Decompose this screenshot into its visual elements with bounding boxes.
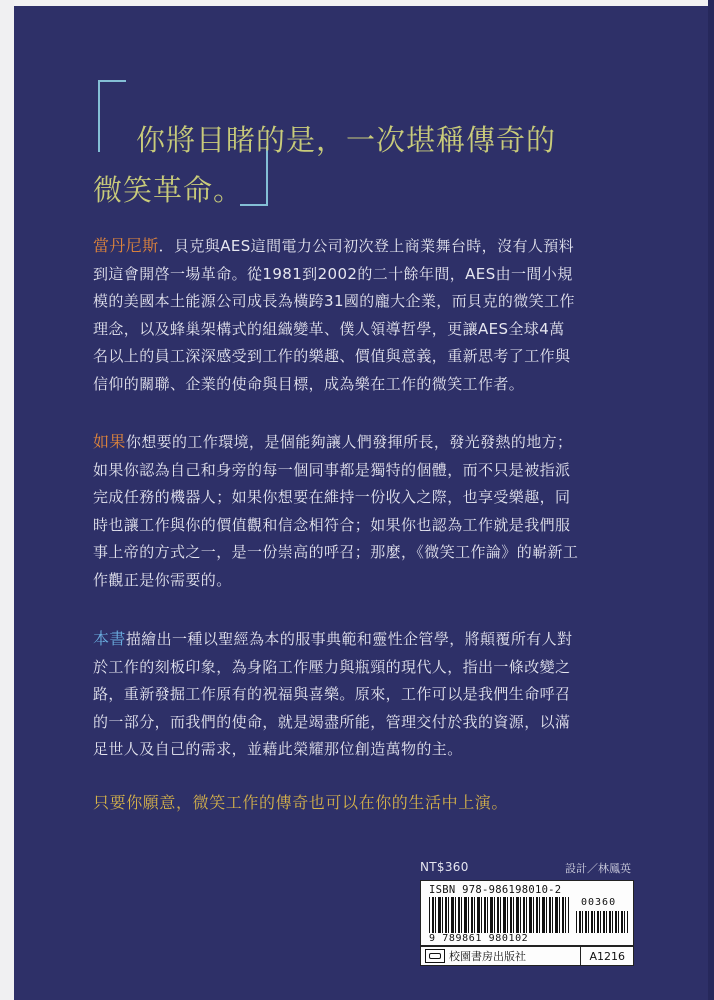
paragraph-line: 足世人及自己的需求，並藉此榮耀那位創造萬物的主。	[93, 740, 463, 758]
publisher-block	[420, 946, 634, 966]
paragraph-line	[93, 428, 653, 457]
paragraph-line	[93, 625, 653, 654]
paragraph-line: 完成任務的機器人；如果你想要在維持一份收入之際，也享受樂趣，同	[93, 488, 571, 506]
paragraph-line: 路，重新發掘工作原有的祝福與喜樂。原來，工作可以是我們生命呼召	[93, 685, 571, 703]
paragraph-line: 名以上的員工深深感受到工作的樂趣、價值與意義，重新思考了工作與	[93, 347, 571, 365]
top-edge	[0, 0, 714, 6]
paragraph-line: 如果你認為自己和身旁的每一個同事都是獨特的個體，而不只是被指派	[93, 460, 571, 479]
paragraph-text: 你想要的工作環境，是個能夠讓人們發揮所長，發光發熱的地方；	[125, 433, 573, 451]
barcode-block	[420, 880, 634, 946]
designer-credit: 設計／林鳳英	[565, 862, 631, 875]
barcode-bars	[429, 897, 569, 933]
paragraph-lead: 本書	[93, 629, 126, 648]
price-label: NT$360	[420, 860, 469, 874]
right-edge	[708, 0, 714, 1000]
quote-line-2: 微笑革命。	[93, 173, 244, 207]
paragraph-line: 到這會開啓一場革命。從1981到2002的二十餘年間，AES由一間小規	[93, 264, 573, 283]
left-edge	[0, 0, 14, 1000]
paragraph-line: 模的美國本土能源公司成長為橫跨31國的龐大企業，而貝克的微笑工作	[93, 292, 575, 310]
barcode-addon-number: 00360	[581, 897, 617, 908]
paragraph-line	[93, 232, 653, 261]
paragraph-lead: 當丹尼斯	[93, 236, 159, 255]
paragraph-lead: 如果	[93, 432, 126, 451]
paragraph-text: 描繪出一種以聖經為本的服事典範和靈性企管學，將顛覆所有人對	[125, 630, 573, 648]
paragraph-1	[93, 232, 653, 398]
paragraph-text: ．貝克與AES這間電力公司初次登上商業舞台時，沒有人預料	[158, 237, 575, 255]
paragraph-line: 信仰的關聯、企業的使命與目標，成為樂在工作的微笑工作者。	[93, 374, 525, 393]
product-code: A1216	[580, 947, 633, 965]
paragraph-2	[93, 428, 653, 594]
paragraph-line: 作觀正是你需要的。	[93, 570, 232, 589]
isbn-text: ISBN 978-986198010-2	[429, 884, 562, 896]
quote-line-1: 你將目睹的是，一次堪稱傳奇的	[136, 123, 557, 157]
paragraph-line: 理念，以及蜂巢架構式的組織變革、僕人領導哲學，更讓AES全球4萬	[93, 319, 565, 338]
paragraph-line: 於工作的刻板印象，為身陷工作壓力與瓶頸的現代人，指出一條改變之	[93, 657, 571, 676]
paragraph-line: 事上帝的方式之一，是一份崇高的呼召；那麼，《微笑工作論》的嶄新工	[93, 543, 579, 561]
publisher-name: 校園書房出版社	[449, 950, 526, 963]
paragraph-3	[93, 625, 653, 764]
paragraph-line: 時也讓工作與你的價值觀和信念相符合；如果你也認為工作就是我們服	[93, 515, 571, 534]
paragraph-line: 的一部分，而我們的使命，就是竭盡所能，管理交付於我的資源，以滿	[93, 712, 571, 731]
quote-open-bracket	[98, 80, 126, 152]
barcode-number: 9 789861 980102	[429, 933, 529, 944]
publisher-logo-icon	[425, 949, 445, 963]
closing-line: 只要你願意，微笑工作的傳奇也可以在你的生活中上演。	[93, 793, 509, 812]
barcode-addon-bars	[576, 911, 628, 933]
